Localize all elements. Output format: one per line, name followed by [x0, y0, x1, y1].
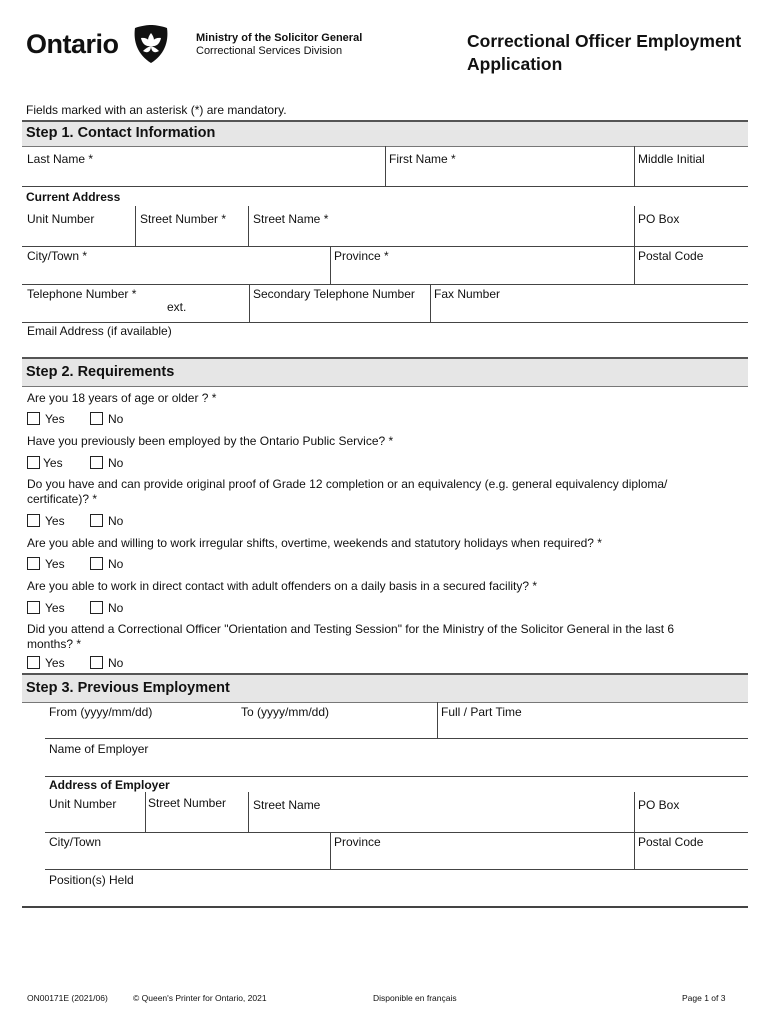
question-shifts: Are you able and willing to work irregular shifts, overtime, weekends and statutory holidays when required? *	[27, 536, 602, 550]
ministry-name: Ministry of the Solicitor General	[196, 32, 363, 44]
trillium-icon	[132, 24, 170, 64]
copyright: © Queen's Printer for Ontario, 2021	[133, 993, 267, 1003]
employer-postal-code-label: Postal Code	[638, 835, 704, 849]
employer-address-heading: Address of Employer	[49, 778, 170, 792]
offenders-yes-label: Yes	[45, 601, 65, 615]
to-date-field[interactable]	[237, 703, 436, 737]
step1-title: Step 1. Contact Information	[26, 125, 216, 141]
step1-header	[22, 120, 748, 147]
email-field[interactable]	[22, 323, 748, 356]
form-title-line1: Correctional Officer Employment	[467, 31, 742, 51]
positions-held-field[interactable]	[45, 870, 748, 905]
unit-number-field[interactable]	[22, 208, 134, 244]
employer-name-label: Name of Employer	[49, 742, 149, 756]
province-label: Province *	[334, 249, 389, 263]
employer-street-number-label: Street Number	[148, 796, 227, 810]
employer-province-field[interactable]	[331, 833, 633, 868]
email-label: Email Address (if available)	[27, 324, 172, 338]
street-number-field[interactable]	[136, 208, 248, 244]
street-number-label: Street Number *	[140, 212, 227, 226]
employer-po-box-field[interactable]	[635, 794, 747, 831]
grade12-no-checkbox[interactable]	[90, 514, 103, 527]
telephone-field[interactable]	[22, 286, 248, 321]
step3-header	[22, 673, 748, 703]
fax-number-field[interactable]	[431, 286, 747, 321]
question-grade12-line2: certificate)? *	[27, 492, 98, 506]
step2-title: Step 2. Requirements	[26, 364, 175, 380]
first-name-field[interactable]	[386, 148, 634, 185]
first-name-label: First Name *	[389, 152, 456, 166]
last-name-label: Last Name *	[27, 152, 94, 166]
question-age: Are you 18 years of age or older ? *	[27, 391, 217, 405]
middle-initial-label: Middle Initial	[638, 152, 705, 166]
form-number: ON00171E (2021/06)	[27, 993, 108, 1003]
employer-name-field[interactable]	[45, 739, 748, 775]
street-name-label: Street Name *	[253, 212, 329, 226]
secondary-telephone-label: Secondary Telephone Number	[253, 287, 415, 301]
employer-street-number-field[interactable]	[146, 794, 248, 831]
employer-unit-number-label: Unit Number	[49, 797, 117, 811]
ontario-wordmark: Ontario	[26, 29, 119, 59]
employer-postal-code-field[interactable]	[635, 833, 747, 868]
mandatory-note: Fields marked with an asterisk (*) are mandatory.	[26, 103, 287, 117]
offenders-yes-checkbox[interactable]	[27, 601, 40, 614]
unit-number-label: Unit Number	[27, 212, 95, 226]
middle-initial-field[interactable]	[635, 148, 747, 185]
question-ops-employment: Have you previously been employed by the Ontario Public Service? *	[27, 434, 394, 448]
offenders-no-label: No	[108, 601, 124, 615]
division-name: Correctional Services Division	[196, 45, 343, 57]
employer-po-box-label: PO Box	[638, 798, 680, 812]
form-title-line2: Application	[467, 54, 563, 74]
grade12-no-label: No	[108, 514, 124, 528]
shifts-yes-checkbox[interactable]	[27, 557, 40, 570]
full-part-time-field[interactable]	[438, 703, 747, 737]
question-offenders: Are you able to work in direct contact with adult offenders on a daily basis in a secured facility? *	[27, 579, 538, 593]
step2-header	[22, 357, 748, 387]
fax-number-label: Fax Number	[434, 287, 501, 301]
employer-city-label: City/Town	[49, 835, 102, 849]
question-grade12-line1: Do you have and can provide original proof of Grade 12 completion or an equivalency (e.g. general equivalency diploma/	[27, 477, 668, 491]
step3-title: Step 3. Previous Employment	[26, 680, 230, 696]
ontario-logo	[26, 24, 166, 68]
employer-street-name-field[interactable]	[249, 794, 633, 831]
question-orientation-line1: Did you attend a Correctional Officer "Orientation and Testing Session" for the Ministry of the Solicitor General in the last 6	[27, 622, 675, 636]
street-name-field[interactable]	[249, 208, 633, 244]
shifts-no-checkbox[interactable]	[90, 557, 103, 570]
orientation-yes-label: Yes	[45, 656, 65, 670]
grade12-yes-checkbox[interactable]	[27, 514, 40, 527]
employer-unit-number-field[interactable]	[45, 794, 144, 831]
last-name-field[interactable]	[22, 148, 385, 185]
secondary-telephone-field[interactable]	[250, 286, 429, 321]
province-field[interactable]	[331, 248, 633, 283]
offenders-no-checkbox[interactable]	[90, 601, 103, 614]
city-field[interactable]	[22, 248, 329, 283]
to-date-label: To (yyyy/mm/dd)	[241, 705, 330, 719]
ops-no-label: No	[108, 456, 124, 470]
shifts-no-label: No	[108, 557, 124, 571]
positions-held-label: Position(s) Held	[49, 873, 134, 887]
ops-yes-checkbox[interactable]	[27, 456, 40, 469]
telephone-label: Telephone Number *	[27, 287, 137, 301]
current-address-heading: Current Address	[26, 190, 121, 204]
age-yes-checkbox[interactable]	[27, 412, 40, 425]
grade12-yes-label: Yes	[45, 514, 65, 528]
shifts-yes-label: Yes	[45, 557, 65, 571]
from-date-label: From (yyyy/mm/dd)	[49, 705, 153, 719]
city-label: City/Town *	[27, 249, 88, 263]
full-part-time-label: Full / Part Time	[441, 705, 522, 719]
postal-code-label: Postal Code	[638, 249, 704, 263]
po-box-label: PO Box	[638, 212, 680, 226]
ops-no-checkbox[interactable]	[90, 456, 103, 469]
from-date-field[interactable]	[45, 703, 235, 737]
orientation-yes-checkbox[interactable]	[27, 656, 40, 669]
page-number: Page 1 of 3	[682, 993, 726, 1003]
extension-label: ext.	[167, 300, 187, 314]
po-box-field[interactable]	[635, 208, 747, 244]
postal-code-field[interactable]	[635, 248, 747, 283]
age-no-checkbox[interactable]	[90, 412, 103, 425]
ops-yes-label: Yes	[43, 456, 63, 470]
french-availability: Disponible en français	[373, 993, 457, 1003]
orientation-no-label: No	[108, 656, 124, 670]
employer-city-field[interactable]	[45, 833, 329, 868]
age-yes-label: Yes	[45, 412, 65, 426]
question-orientation-line2: months? *	[27, 637, 82, 651]
employer-street-name-label: Street Name	[253, 798, 321, 812]
employer-province-label: Province	[334, 835, 381, 849]
orientation-no-checkbox[interactable]	[90, 656, 103, 669]
age-no-label: No	[108, 412, 124, 426]
